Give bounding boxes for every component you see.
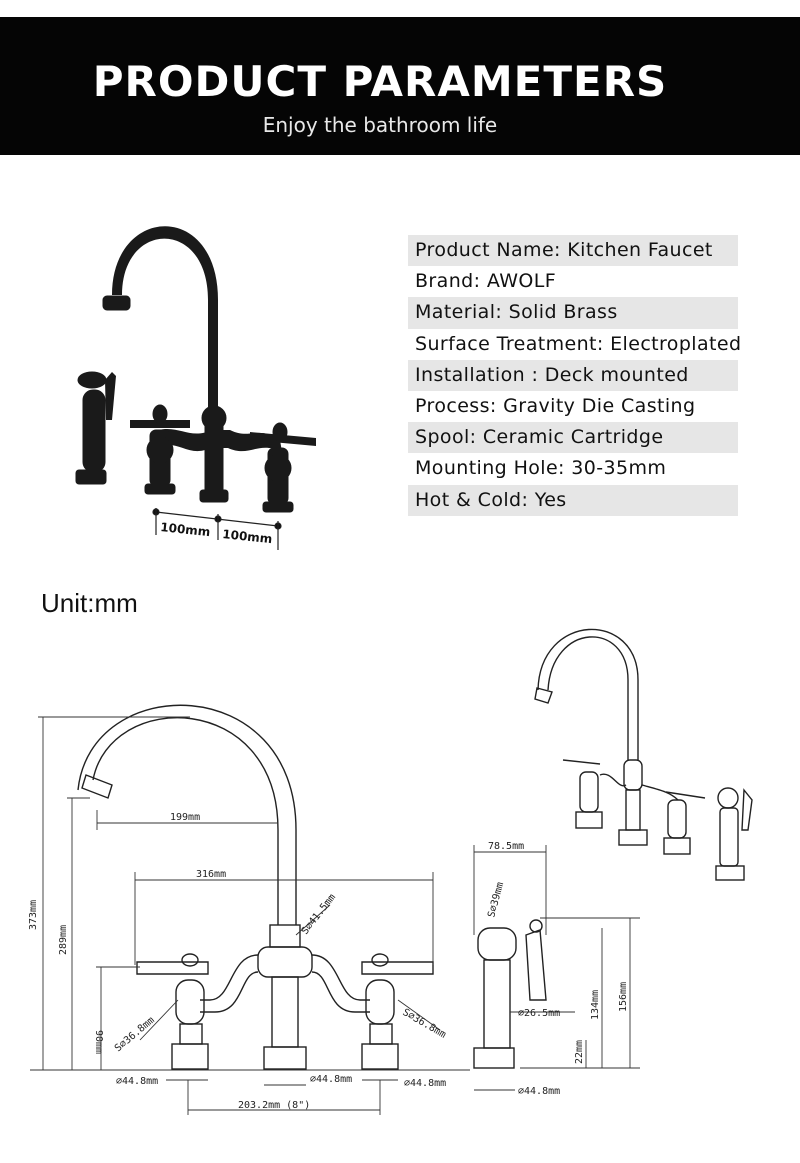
spec-brand: Brand: AWOLF bbox=[415, 270, 557, 293]
technical-drawing bbox=[78, 629, 752, 1069]
drawing-stroke bbox=[619, 830, 647, 845]
drawing-stroke bbox=[200, 490, 228, 502]
drawing-stroke bbox=[176, 980, 204, 1024]
spec-process: Process: Gravity Die Casting bbox=[415, 394, 696, 417]
spec-installation: Installation : Deck mounted bbox=[408, 360, 738, 391]
drawing-stroke bbox=[600, 774, 626, 786]
dim-spread: 203.2mm (8") bbox=[238, 1100, 311, 1111]
drawing-stroke bbox=[145, 484, 175, 494]
drawing-stroke bbox=[147, 437, 173, 463]
drawing-stroke bbox=[535, 688, 552, 703]
drawing-stroke bbox=[742, 790, 752, 830]
drawing-stroke bbox=[153, 405, 167, 423]
drawing-stroke bbox=[526, 930, 546, 1000]
drawing-stroke bbox=[563, 760, 600, 764]
drawing-stroke bbox=[265, 455, 291, 481]
dim-sprayer-height: 134mm bbox=[590, 989, 601, 1020]
drawing-stroke bbox=[200, 972, 258, 1012]
dim-handle-span: 316mm bbox=[196, 869, 227, 880]
dim-sprayer-total: 156mm bbox=[618, 981, 629, 1012]
dim-sprayer-head: S∅39mm bbox=[486, 881, 507, 919]
drawing-stroke bbox=[263, 502, 293, 512]
faucet-silhouette bbox=[76, 226, 316, 512]
dim-base-left: ∅44.8mm bbox=[116, 1076, 159, 1087]
drawing-stroke bbox=[172, 1044, 208, 1069]
drawing-stroke bbox=[716, 866, 744, 880]
drawing-stroke bbox=[112, 226, 218, 410]
drawing-stroke bbox=[580, 772, 598, 812]
drawing-stroke bbox=[474, 1048, 514, 1068]
drawing-stroke bbox=[624, 760, 642, 790]
unit-label: Unit:mm bbox=[41, 588, 138, 618]
drawing-stroke bbox=[273, 423, 287, 441]
drawing-stroke bbox=[668, 800, 686, 838]
drawing-stroke bbox=[484, 960, 510, 1048]
dim-right-handle: S∅36.8mm bbox=[400, 1007, 448, 1041]
dim-spout-base: S∅41.5mm bbox=[299, 892, 339, 937]
drawing-stroke bbox=[76, 470, 106, 484]
spec-spool: Spool: Ceramic Cartridge bbox=[408, 422, 738, 453]
drawing-stroke bbox=[626, 790, 640, 830]
dim-total-height: 373mm bbox=[28, 899, 39, 930]
drawing-stroke bbox=[362, 962, 433, 974]
dim-sprayer-base: ∅44.8mm bbox=[518, 1086, 561, 1097]
spec-product-name: Product Name: Kitchen Faucet bbox=[408, 235, 738, 266]
drawing-stroke bbox=[78, 372, 106, 388]
photo-dim-left: 100mm bbox=[159, 520, 211, 540]
drawing-stroke bbox=[312, 972, 370, 1012]
dim-sprayer-dia: ∅26.5mm bbox=[518, 1008, 561, 1019]
dim-sprayer-base-h: 22mm bbox=[574, 1039, 585, 1064]
photo-dim-right: 100mm bbox=[221, 527, 273, 547]
drawing-stroke bbox=[272, 977, 298, 1047]
drawing-stroke bbox=[576, 812, 602, 828]
drawing-stroke bbox=[103, 296, 130, 310]
spec-mounting-hole: Mounting Hole: 30-35mm bbox=[415, 457, 667, 480]
page-subtitle: Enjoy the bathroom life bbox=[262, 113, 498, 137]
drawing-stroke bbox=[718, 788, 738, 808]
dim-sprayer-width: 78.5mm bbox=[488, 841, 525, 852]
drawing-stroke bbox=[180, 1024, 202, 1044]
dim-left-handle: S∅36.8mm bbox=[112, 1014, 157, 1055]
drawing-stroke bbox=[83, 390, 105, 472]
drawing-stroke bbox=[538, 629, 638, 760]
drawing-stroke bbox=[548, 637, 628, 760]
drawing-stroke bbox=[372, 954, 388, 966]
spec-surface: Surface Treatment: Electroplated bbox=[415, 332, 742, 355]
drawing-stroke bbox=[362, 1044, 398, 1069]
spec-material: Material: Solid Brass bbox=[408, 297, 738, 328]
dim-reach: 199mm bbox=[170, 812, 201, 823]
dim-spout-height: 289mm bbox=[58, 924, 69, 955]
spec-hot-cold: Hot & Cold: Yes bbox=[408, 485, 738, 516]
drawing-stroke bbox=[720, 808, 738, 866]
drawing-stroke bbox=[182, 954, 198, 966]
drawing-stroke bbox=[82, 775, 112, 798]
drawing-stroke bbox=[370, 1024, 392, 1044]
drawing-stroke bbox=[530, 920, 542, 932]
drawing-stroke bbox=[205, 420, 223, 498]
page-title: PRODUCT PARAMETERS bbox=[92, 57, 668, 106]
drawing-stroke bbox=[664, 838, 690, 854]
drawing-stroke bbox=[270, 925, 300, 947]
dim-handle-height: 90mm bbox=[93, 1030, 104, 1055]
drawing-stroke bbox=[366, 980, 394, 1024]
dimension-lines bbox=[30, 717, 640, 1115]
drawing-stroke bbox=[105, 372, 116, 420]
drawing-stroke bbox=[137, 962, 208, 974]
dim-base-center: ∅44.8mm bbox=[310, 1074, 353, 1085]
drawing-stroke bbox=[478, 928, 516, 960]
dim-base-right: ∅44.8mm bbox=[404, 1078, 447, 1089]
drawing-stroke bbox=[258, 947, 312, 977]
drawing-stroke bbox=[264, 1047, 306, 1069]
